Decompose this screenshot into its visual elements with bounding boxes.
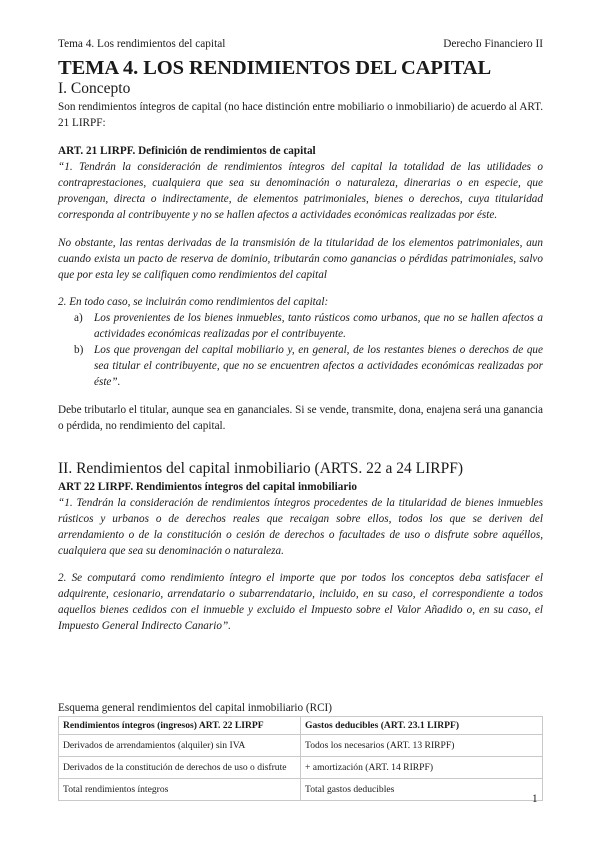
table-row	[59, 735, 543, 757]
table-cell: Todos los necesarios (ART. 13 RIRPF)	[301, 735, 543, 757]
table-header-row	[59, 717, 543, 735]
table-cell: Derivados de la constitución de derechos de uso o disfrute	[59, 757, 301, 779]
header-left: Tema 4. Los rendimientos del capital	[58, 38, 226, 50]
list-item	[58, 310, 543, 342]
list-marker: a)	[74, 312, 83, 324]
art22-quote-1: “1. Tendrán la consideración de rendimientos íntegros procedentes de la titularidad de bienes inmuebles rústicos y urbanos o de derechos reales que recaigan sobre ellos, todos los que se deriven del arrendamiento o de la constitución o cesión de derechos o facultades de uso o disfrute sobre aquéllos, cualquiera que sea su denominación o naturaleza.	[58, 497, 543, 557]
table-row	[59, 757, 543, 779]
list-marker: b)	[74, 344, 84, 356]
table-row	[59, 779, 543, 801]
list-text: Los provenientes de los bienes inmuebles, tanto rústicos como urbanos, que no se hallen afectos a actividades económicas realizadas por el contribuyente.	[94, 312, 543, 340]
table-header-cell: Rendimientos íntegros (ingresos) ART. 22 LIRPF	[59, 717, 301, 735]
page-header	[58, 38, 543, 50]
list-item	[58, 342, 543, 390]
list-text: Los que provengan del capital mobiliario y, en general, de los restantes bienes o derechos de que sea titular el contribuyente, que no se encuentren afectos a actividades económicas realizadas por éste”.	[94, 344, 543, 388]
table-cell: Total rendimientos íntegros	[59, 779, 301, 801]
section-heading-concepto: I. Concepto	[58, 80, 131, 97]
header-right: Derecho Financiero II	[443, 38, 543, 50]
art21-quote-2: No obstante, las rentas derivadas de la transmisión de la titularidad de los elementos patrimoniales, aun cuando exista un pacto de reserva de dominio, tributarán como ganancias o pérdidas patrimoniales, salvo que por esta ley se califiquen como rendimientos del capital	[58, 237, 543, 281]
table-cell: + amortización (ART. 14 RIRPF)	[301, 757, 543, 779]
art22-heading: ART 22 LIRPF. Rendimientos íntegros del capital inmobiliario	[58, 481, 357, 493]
table-caption: Esquema general rendimientos del capital inmobiliario (RCI)	[58, 702, 333, 714]
rci-table	[58, 716, 543, 801]
table-cell: Total gastos deducibles	[301, 779, 543, 801]
art21-list	[58, 310, 543, 390]
table-cell: Derivados de arrendamientos (alquiler) sin IVA	[59, 735, 301, 757]
art22-quote-2: 2. Se computará como rendimiento íntegro el importe que por todos los conceptos deba satisfacer el adquirente, cesionario, arrendatario o subarrendatario, incluido, en su caso, el correspondiente a todos aquellos bienes cedidos con el inmueble y excluido el Impuesto sobre el Valor Añadido o, en su caso, el Impuesto General Indirecto Canario”.	[58, 572, 543, 632]
section1-closing: Debe tributarlo el titular, aunque sea en gananciales. Si se vende, transmite, dona, enajena será una ganancia o pérdida, no rendimiento del capital.	[58, 404, 543, 432]
art21-quote-1: “1. Tendrán la consideración de rendimientos íntegros del capital la totalidad de las utilidades o contraprestaciones, cualquiera que sea su denominación o naturaleza, dinerarias o en especie, que provengan, directa o indirectamente, de elementos patrimoniales, bienes o derechos, cuya titularidad corresponda al contribuyente y no se hallen afectos a actividades económicas realizadas por éste.	[58, 161, 543, 221]
page-number: 1	[532, 793, 538, 805]
section1-intro: Son rendimientos íntegros de capital (no hace distinción entre mobiliario o inmobiliario) de acuerdo al ART. 21 LIRPF:	[58, 101, 543, 129]
document-title: TEMA 4. LOS RENDIMIENTOS DEL CAPITAL	[58, 57, 492, 79]
art21-point-2: 2. En todo caso, se incluirán como rendimientos del capital:	[58, 296, 329, 308]
section-heading-inmobiliario: II. Rendimientos del capital inmobiliario (ARTS. 22 a 24 LIRPF)	[58, 460, 464, 477]
table-header-cell: Gastos deducibles (ART. 23.1 LIRPF)	[301, 717, 543, 735]
art21-heading: ART. 21 LIRPF. Definición de rendimientos de capital	[58, 145, 316, 157]
